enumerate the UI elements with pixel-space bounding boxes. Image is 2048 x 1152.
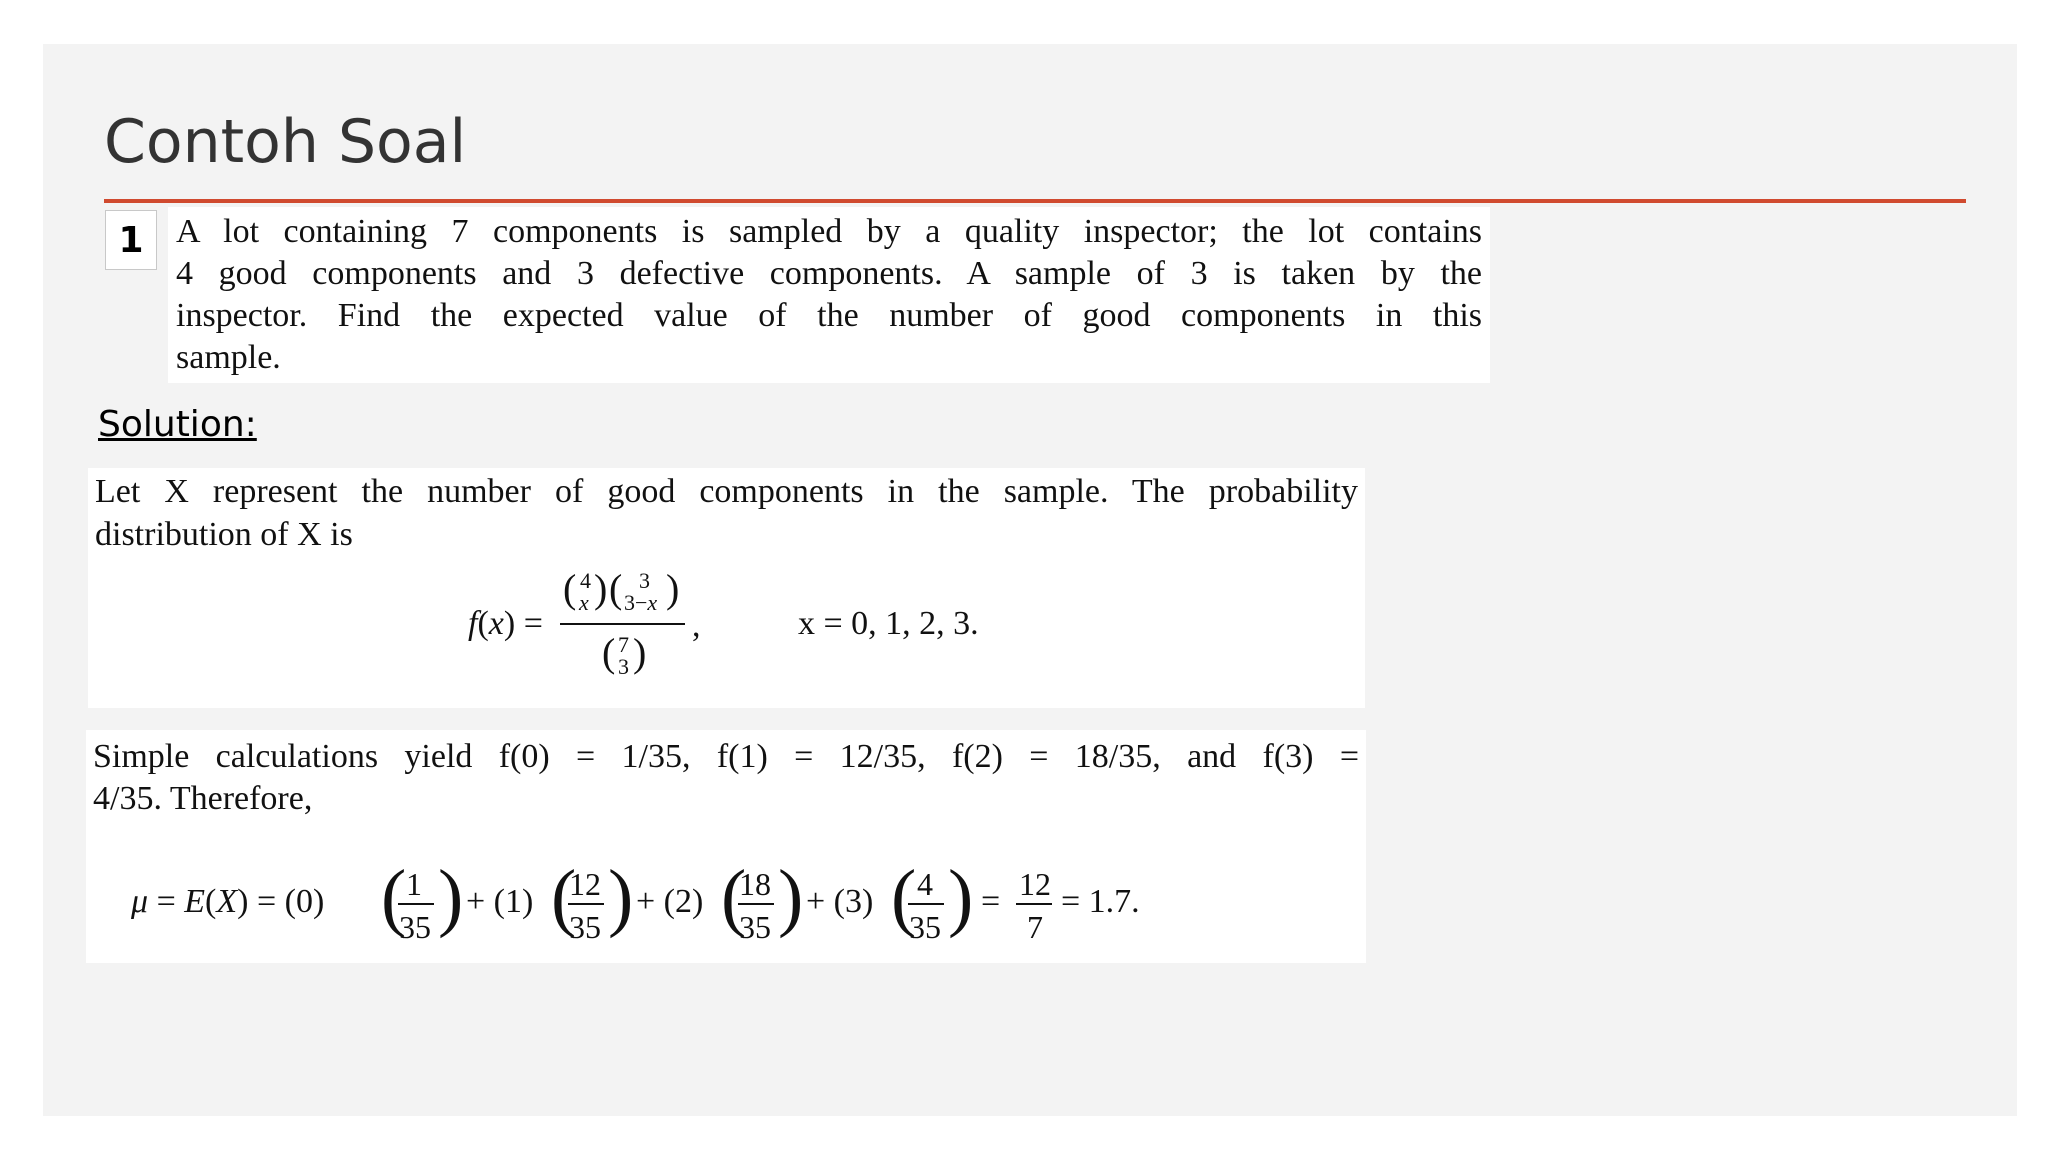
svg-text:35: 35 [909,909,941,945]
svg-text:): ) [948,855,974,939]
expected-value-equation [86,848,1366,958]
expected-value-result: = 1.7. [1061,883,1140,920]
svg-text:): ) [778,855,804,939]
svg-text:3: 3 [639,568,650,593]
svg-text:(: ( [551,855,577,939]
svg-text:(: ( [381,855,407,939]
svg-text:4: 4 [580,568,591,593]
svg-text:,: , [692,607,701,644]
question-line: sample. [176,339,281,376]
svg-text:): ) [608,855,634,939]
svg-text:+ (2): + (2) [636,883,704,920]
slide [43,44,2017,1116]
svg-text:): ) [666,566,680,611]
title-underline-rule [104,199,1966,203]
solution-label: Solution: [98,404,257,445]
svg-text:): ) [633,630,647,675]
question-line: A lot containing 7 components is sampled by a quality inspector; the lot contains [176,213,1482,250]
question-text-box [168,207,1490,383]
svg-text:35: 35 [739,909,771,945]
calc-line: 4/35. Therefore, [93,780,313,817]
solution-intro-line: distribution of X is [95,516,353,553]
svg-text:μ = E(X) = (0): μ = E(X) = (0) [131,883,325,920]
question-line: 4 good components and 3 defective components. A sample of 3 is taken by the [176,255,1482,292]
svg-text:7: 7 [1027,909,1043,945]
svg-text:(: ( [563,566,577,611]
svg-text:3−x: 3−x [624,590,658,615]
solution-distribution-box [88,468,1365,708]
svg-text:4: 4 [917,866,933,902]
solution-intro-line: Let X represent the number of good components in the sample. The probability [95,473,1358,510]
svg-text:1: 1 [406,866,422,902]
svg-text:3: 3 [618,654,629,679]
svg-text:): ) [438,855,464,939]
slide-title: Contoh Soal [104,107,467,177]
svg-text:(: ( [721,855,747,939]
svg-text:12: 12 [1019,866,1051,902]
svg-text:x: x [579,590,589,615]
svg-text:+ (3): + (3) [806,883,874,920]
pmf-equation [88,564,1365,684]
svg-text:(: ( [609,566,623,611]
svg-text:12: 12 [569,866,601,902]
solution-expectation-box [86,730,1366,963]
svg-text:35: 35 [399,909,431,945]
svg-text:(: ( [891,855,917,939]
calc-line: Simple calculations yield f(0) = 1/35, f(1) = 12/35, f(2) = 18/35, and f(3) = [93,738,1359,775]
svg-text:): ) [594,566,608,611]
svg-text:(: ( [602,630,616,675]
pmf-domain: x = 0, 1, 2, 3. [798,605,979,642]
svg-text:35: 35 [569,909,601,945]
svg-text:f(x) =: f(x) = [468,605,543,642]
svg-text:7: 7 [618,632,629,657]
question-line: inspector. Find the expected value of the number of good components in this [176,297,1482,334]
question-number-badge: 1 [105,210,157,270]
svg-text:=: = [981,883,1001,920]
svg-text:18: 18 [739,866,771,902]
svg-text:+ (1): + (1) [466,883,534,920]
